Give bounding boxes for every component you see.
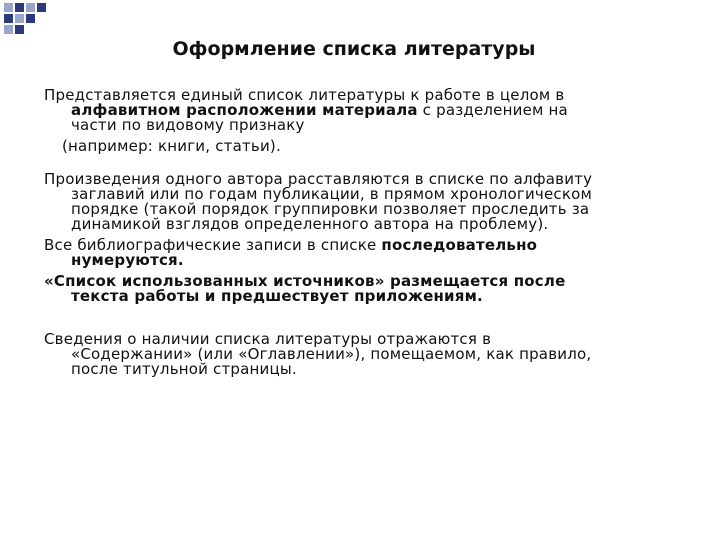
paragraph-numbering xyxy=(44,238,694,268)
decor-square xyxy=(4,14,13,23)
decor-square xyxy=(15,3,24,12)
text-line: Сведения о наличии списка литературы отражаются в xyxy=(44,330,492,348)
emphasis-text: последовательно xyxy=(381,236,538,254)
decor-square xyxy=(26,14,35,23)
text-line: (например: книги, статьи). xyxy=(62,137,281,155)
text-run: Все библиографические записи в списке xyxy=(44,236,382,254)
text-line: после титульной страницы. xyxy=(71,360,297,378)
paragraph-author-order xyxy=(44,172,694,232)
text-line: порядке (такой порядок группировки позволяет проследить за xyxy=(71,200,590,218)
decor-square xyxy=(4,25,13,34)
text-line: нумеруются. xyxy=(71,251,184,269)
text-line: «Список использованных источников» размещается после xyxy=(44,272,566,290)
text-line: Представляется единый список литературы к работе в целом в xyxy=(44,86,565,104)
emphasis-text: алфавитном расположении материала xyxy=(71,101,418,119)
decor-square xyxy=(15,14,24,23)
text-line: заглавий или по годам публикации, в прямом хронологическом xyxy=(71,185,592,203)
decor-square xyxy=(26,3,35,12)
corner-squares-decoration xyxy=(0,0,60,40)
paragraph-contents-info xyxy=(44,332,694,377)
paragraph-sources-placement xyxy=(44,274,694,304)
decor-square xyxy=(37,3,46,12)
paragraph-single-list xyxy=(44,88,694,154)
text-run: с разделением на xyxy=(417,101,568,119)
slide-title: Оформление списка литературы xyxy=(172,38,536,60)
slide-body xyxy=(44,88,694,377)
text-line: текста работы и предшествует приложениям. xyxy=(71,287,483,305)
text-line: части по видовому признаку xyxy=(71,116,305,134)
decor-square xyxy=(15,25,24,34)
text-line: Произведения одного автора расставляются в списке по алфавиту xyxy=(44,170,593,188)
decor-square xyxy=(4,3,13,12)
text-line: «Содержании» (или «Оглавлении»), помещаемом, как правило, xyxy=(71,345,592,363)
text-line: динамикой взглядов определенного автора на проблему). xyxy=(71,215,549,233)
